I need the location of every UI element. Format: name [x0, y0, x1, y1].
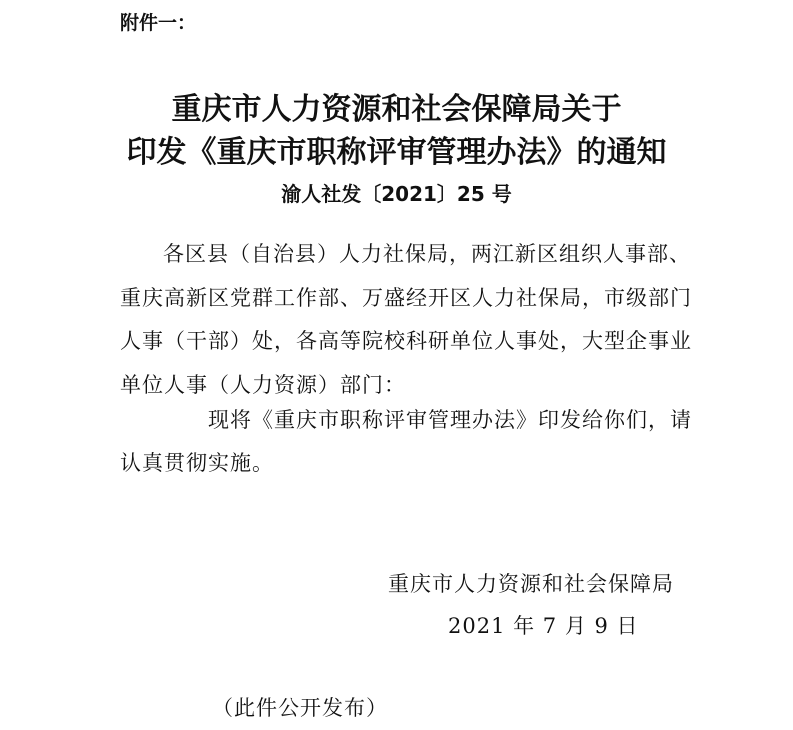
- publication-note: （此件公开发布）: [212, 696, 388, 720]
- document-title-line2: 印发《重庆市职称评审管理办法》的通知: [126, 135, 667, 170]
- body-line: 重庆高新区党群工作部、万盛经开区人力社保局，市级部门: [120, 286, 692, 310]
- body-line: 认真贯彻实施。: [120, 451, 274, 475]
- body-line-notice: 现将《重庆市职称评审管理办法》印发给你们，请: [208, 408, 692, 432]
- attachment-label: 附件一：: [120, 12, 197, 34]
- document-number: 渝人社发〔2021〕25 号: [281, 182, 512, 206]
- body-line-addressees: 各区县（自治县）人力社保局，两江新区组织人事部、: [163, 242, 691, 266]
- issue-date: 2021 年 7 月 9 日: [448, 614, 639, 638]
- body-line: 单位人事（人力资源）部门：: [120, 373, 406, 397]
- body-line: 人事（干部）处，各高等院校科研单位人事处，大型企事业: [120, 329, 692, 353]
- issuer-signature: 重庆市人力资源和社会保障局: [388, 572, 674, 596]
- document-title-line1: 重庆市人力资源和社会保障局关于: [171, 92, 622, 127]
